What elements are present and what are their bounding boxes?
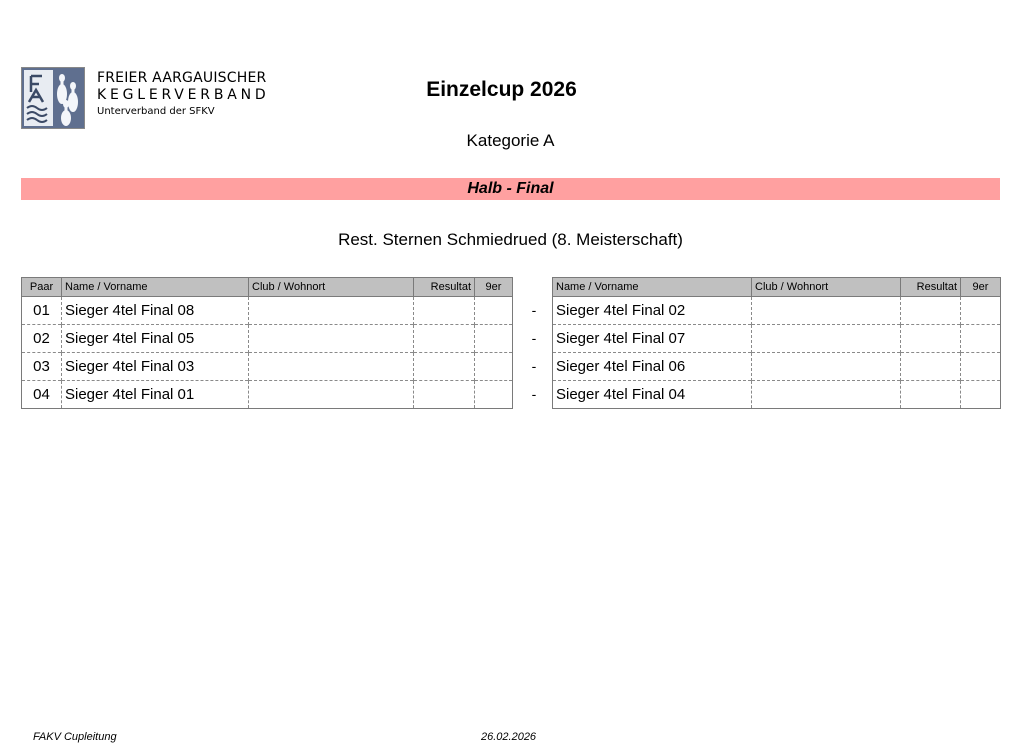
separator-dash: - <box>531 302 537 318</box>
column-header-nines: 9er <box>961 278 1001 297</box>
result-cell <box>414 325 475 353</box>
column-header-club: Club / Wohnort <box>752 278 901 297</box>
column-header-club: Club / Wohnort <box>249 278 414 297</box>
table-row <box>22 353 513 381</box>
result-cell <box>901 353 961 381</box>
result-cell <box>901 325 961 353</box>
club-cell <box>752 353 901 381</box>
category-label: Kategorie A <box>466 131 555 150</box>
table-header-row <box>553 278 1001 297</box>
nines-cell <box>475 381 513 409</box>
column-header-name: Name / Vorname <box>553 278 752 297</box>
player-name: Sieger 4tel Final 03 <box>62 353 249 381</box>
result-cell <box>414 297 475 325</box>
pair-number: 01 <box>22 297 62 325</box>
nines-cell <box>961 297 1001 325</box>
club-cell <box>249 353 414 381</box>
nines-cell <box>475 325 513 353</box>
column-header-nines: 9er <box>475 278 513 297</box>
footer-date: 26.02.2026 <box>481 731 537 743</box>
pair-separators <box>526 296 542 408</box>
separator-dash: - <box>531 358 537 374</box>
result-cell <box>414 381 475 409</box>
pair-number: 03 <box>22 353 62 381</box>
table-row <box>553 381 1001 409</box>
player-name: Sieger 4tel Final 05 <box>62 325 249 353</box>
club-cell <box>752 297 901 325</box>
player-name: Sieger 4tel Final 06 <box>553 353 752 381</box>
club-cell <box>249 381 414 409</box>
club-cell <box>752 381 901 409</box>
result-cell <box>901 381 961 409</box>
table-row <box>22 297 513 325</box>
column-header-result: Resultat <box>414 278 475 297</box>
nines-cell <box>961 325 1001 353</box>
org-name-line2: KEGLERVERBAND <box>97 87 270 103</box>
table-row <box>22 325 513 353</box>
player-name: Sieger 4tel Final 04 <box>553 381 752 409</box>
club-cell <box>249 325 414 353</box>
table-header-row <box>22 278 513 297</box>
nines-cell <box>961 381 1001 409</box>
column-header-pair: Paar <box>22 278 62 297</box>
separator-dash: - <box>531 330 537 346</box>
pair-number: 02 <box>22 325 62 353</box>
result-cell <box>901 297 961 325</box>
org-subtitle: Unterverband der SFKV <box>97 106 215 117</box>
player-name: Sieger 4tel Final 02 <box>553 297 752 325</box>
nines-cell <box>961 353 1001 381</box>
nines-cell <box>475 353 513 381</box>
player-name: Sieger 4tel Final 08 <box>62 297 249 325</box>
table-row <box>22 381 513 409</box>
result-cell <box>414 353 475 381</box>
footer-organizer: FAKV Cupleitung <box>33 731 117 743</box>
pairs-table-right <box>552 277 1001 409</box>
club-cell <box>249 297 414 325</box>
venue-label: Rest. Sternen Schmiedrued (8. Meisterschaft) <box>338 230 683 249</box>
separator-dash: - <box>531 386 537 402</box>
pairs-table-left <box>21 277 513 409</box>
player-name: Sieger 4tel Final 07 <box>553 325 752 353</box>
club-cell <box>752 325 901 353</box>
org-name-line1: FREIER AARGAUISCHER <box>97 70 267 86</box>
pair-number: 04 <box>22 381 62 409</box>
nines-cell <box>475 297 513 325</box>
table-row <box>553 297 1001 325</box>
page-title: Einzelcup 2026 <box>426 78 577 101</box>
column-header-result: Resultat <box>901 278 961 297</box>
table-row <box>553 353 1001 381</box>
player-name: Sieger 4tel Final 01 <box>62 381 249 409</box>
column-header-name: Name / Vorname <box>62 278 249 297</box>
table-row <box>553 325 1001 353</box>
round-banner: Halb - Final <box>21 178 1000 200</box>
